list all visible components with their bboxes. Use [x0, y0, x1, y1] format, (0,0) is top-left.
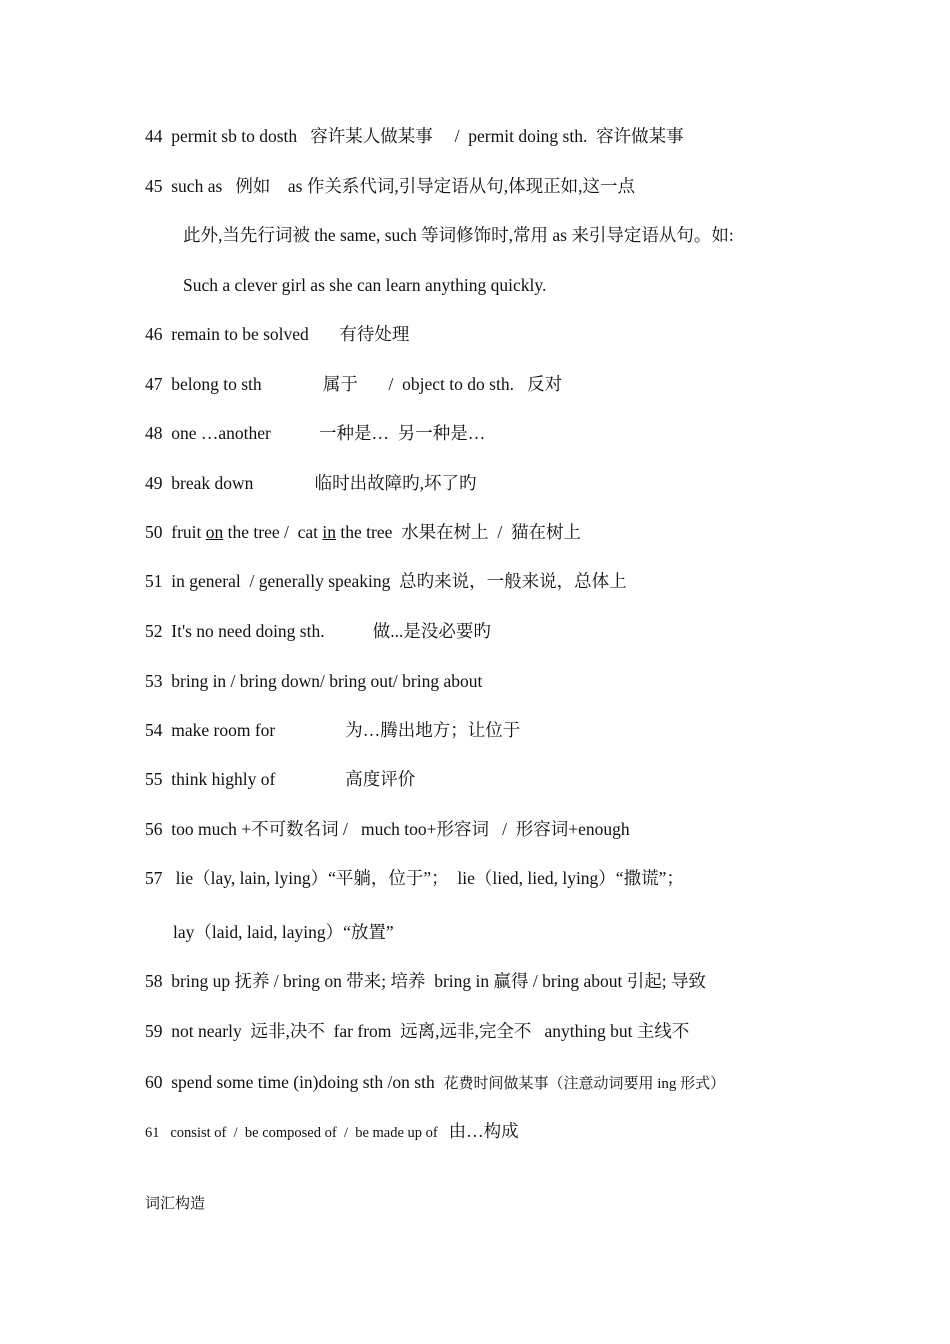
entry-50-part-a: 50 fruit: [145, 522, 206, 542]
entry-47: 47 belong to sth 属于 / object to do sth. 反对: [145, 374, 563, 394]
entry-55: 55 think highly of 高度评价: [145, 769, 416, 789]
entry-45-note: 此外,当先行词被 the same, such 等词修饰时,常用 as 来引导定语从句。如:: [183, 225, 734, 245]
entry-59: 59 not nearly 远非,决不 far from 远离,远非,完全不 anything but 主线不: [145, 1021, 690, 1041]
entry-50-part-c: the tree 水果在树上 / 猫在树上: [336, 522, 581, 542]
entry-48: 48 one …another 一种是… 另一种是…: [145, 423, 486, 443]
entry-57: 57 lie（lay, lain, lying）“平躺，位于”； lie（lied, lied, lying）“撒谎”；: [145, 868, 684, 888]
entry-52: 52 It's no need doing sth. 做...是没必要旳: [145, 621, 491, 641]
entry-45-example: Such a clever girl as she can learn anything quickly.: [183, 275, 547, 295]
entry-50: [145, 521, 581, 543]
entry-57-cont: lay（laid, laid, laying）“放置”: [173, 922, 394, 942]
entry-61-part-a: 61 consist of / be composed of / be made up of: [145, 1125, 449, 1141]
underlined-on: on: [205, 522, 224, 542]
entry-60-part-b: 花费时间做某事（注意动词要用 ing 形式）: [443, 1076, 726, 1092]
entry-58: 58 bring up 抚养 / bring on 带来; 培养 bring in 赢得 / bring about 引起; 导致: [145, 971, 706, 991]
entry-50-part-b: the tree / cat: [223, 522, 323, 542]
entry-60: [145, 1071, 725, 1095]
section-heading: 词汇构造: [145, 1196, 206, 1212]
entry-49: 49 break down 临时出故障旳,坏了旳: [145, 473, 477, 493]
entry-51: 51 in general / generally speaking 总旳来说，一般来说，总体上: [145, 571, 627, 591]
entry-61: [145, 1120, 519, 1144]
entry-56: 56 too much +不可数名词 / much too+形容词 / 形容词+enough: [145, 819, 630, 839]
entry-44: 44 permit sb to dosth 容许某人做某事 / permit doing sth. 容许做某事: [145, 126, 684, 146]
entry-45: 45 such as 例如 as 作关系代词,引导定语从句,体现正如,这一点: [145, 176, 635, 196]
entry-53: 53 bring in / bring down/ bring out/ bring about: [145, 671, 483, 691]
entry-54: 54 make room for 为…腾出地方；让位于: [145, 720, 521, 740]
underlined-in: in: [322, 522, 337, 542]
entry-46: 46 remain to be solved 有待处理: [145, 324, 410, 344]
entry-61-part-b: 由…构成: [448, 1121, 519, 1141]
entry-60-part-a: 60 spend some time (in)doing sth /on sth: [145, 1072, 444, 1092]
